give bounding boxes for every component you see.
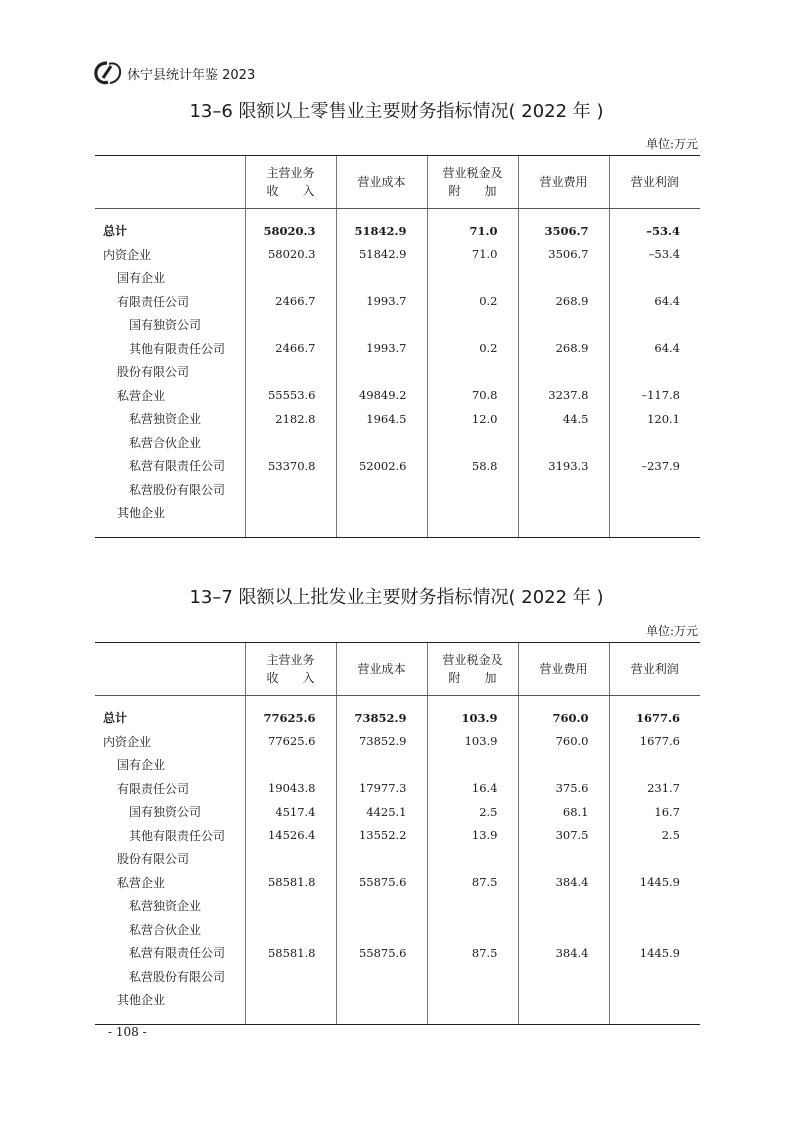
table-cell: [609, 847, 700, 871]
table-cell: 760.0: [518, 696, 609, 730]
table-cell: 1993.7: [336, 337, 427, 361]
table-cell: [518, 988, 609, 1012]
table-cell: 384.4: [518, 941, 609, 965]
table-cell: [427, 431, 518, 455]
row-label: 有限责任公司: [117, 294, 190, 309]
row-label: 国有独资公司: [129, 805, 202, 820]
table-cell: 77625.6: [245, 730, 336, 754]
spacer-cell: [95, 1012, 245, 1024]
table-row: [95, 753, 700, 777]
table-cell: [427, 847, 518, 871]
table-cell: 12.0: [427, 407, 518, 431]
row-label: 其他企业: [117, 506, 166, 521]
table-cell: 64.4: [609, 290, 700, 314]
table-cell: 4425.1: [336, 800, 427, 824]
table-cell: [427, 266, 518, 290]
table-cell: [609, 894, 700, 918]
column-header-profit: 营业利润: [609, 643, 700, 696]
table1-title: 13–6 限额以上零售业主要财务指标情况( 2022 年 ): [189, 101, 604, 122]
table-cell: 3193.3: [518, 454, 609, 478]
table-row: [95, 965, 700, 989]
yearbook-title: 休宁县统计年鉴 2023: [127, 67, 256, 83]
table-cell: 17977.3: [336, 777, 427, 801]
table-cell: [518, 847, 609, 871]
table-row: [95, 313, 700, 337]
table-cell: –117.8: [609, 384, 700, 408]
table-cell: [245, 894, 336, 918]
table-cell: 68.1: [518, 800, 609, 824]
row-label: 总计: [103, 711, 128, 726]
table-row: [95, 384, 700, 408]
row-label: 内资企业: [103, 247, 152, 262]
spacer-cell: [336, 1012, 427, 1024]
table-cell: 64.4: [609, 337, 700, 361]
row-label: 私营股份有限公司: [129, 482, 226, 497]
table-row: [95, 290, 700, 314]
table1-body: [95, 209, 700, 537]
table-cell: 58020.3: [245, 243, 336, 267]
table-cell: [245, 918, 336, 942]
table-cell: [427, 988, 518, 1012]
table-cell: 120.1: [609, 407, 700, 431]
table-cell: [336, 478, 427, 502]
table-cell: [336, 965, 427, 989]
table-cell: 44.5: [518, 407, 609, 431]
table-cell: [609, 431, 700, 455]
table-cell: [518, 918, 609, 942]
column-header-expense: 营业费用: [518, 643, 609, 696]
table-cell: 1993.7: [336, 290, 427, 314]
table-cell: [518, 894, 609, 918]
table-cell: 3237.8: [518, 384, 609, 408]
yearbook-logo-icon: [93, 60, 123, 86]
table2: [95, 642, 700, 1025]
row-label: 私营独资企业: [129, 412, 202, 427]
table-cell: 307.5: [518, 824, 609, 848]
row-label: 其他有限责任公司: [129, 341, 226, 356]
table-row: [95, 407, 700, 431]
table-bottom-spacer: [95, 1012, 700, 1024]
row-label: 私营独资企业: [129, 899, 202, 914]
table-cell: [518, 478, 609, 502]
spacer-cell: [609, 1012, 700, 1024]
table-row: [95, 431, 700, 455]
table-row: [95, 777, 700, 801]
table-cell: [609, 313, 700, 337]
table-cell: 268.9: [518, 337, 609, 361]
spacer-cell: [427, 1012, 518, 1024]
column-header-revenue: 主营业务 收 入: [245, 643, 336, 696]
table-cell: 55553.6: [245, 384, 336, 408]
table-cell: 70.8: [427, 384, 518, 408]
row-label: 国有企业: [117, 271, 166, 286]
table-cell: [518, 431, 609, 455]
table-cell: [518, 266, 609, 290]
table-row: [95, 243, 700, 267]
yearbook-header: [93, 60, 255, 86]
table-cell: 14526.4: [245, 824, 336, 848]
table-row: [95, 696, 700, 730]
table-cell: –237.9: [609, 454, 700, 478]
table-bottom-spacer: [95, 525, 700, 537]
table-cell: 3506.7: [518, 209, 609, 243]
table-cell: 73852.9: [336, 696, 427, 730]
table-cell: [427, 894, 518, 918]
table-cell: 1677.6: [609, 696, 700, 730]
table-cell: [518, 360, 609, 384]
row-label: 股份有限公司: [117, 852, 190, 867]
table-cell: [518, 313, 609, 337]
table-cell: 760.0: [518, 730, 609, 754]
table-cell: 58581.8: [245, 941, 336, 965]
table-cell: 2466.7: [245, 337, 336, 361]
row-label: 其他有限责任公司: [129, 828, 226, 843]
table-cell: [518, 501, 609, 525]
table-cell: 16.4: [427, 777, 518, 801]
table2-title: 13–7 限额以上批发业主要财务指标情况( 2022 年 ): [189, 587, 604, 608]
row-label: 私营股份有限公司: [129, 969, 226, 984]
table-cell: [609, 478, 700, 502]
table-cell: 53370.8: [245, 454, 336, 478]
table-cell: [427, 313, 518, 337]
table-cell: 1445.9: [609, 941, 700, 965]
spacer-cell: [95, 525, 245, 537]
table-row: [95, 478, 700, 502]
table-cell: 73852.9: [336, 730, 427, 754]
table-cell: [427, 753, 518, 777]
table-cell: [609, 753, 700, 777]
row-label: 股份有限公司: [117, 365, 190, 380]
table-row: [95, 266, 700, 290]
column-header-revenue: 主营业务 收 入: [245, 156, 336, 209]
table-cell: [245, 847, 336, 871]
table-row: [95, 988, 700, 1012]
table-cell: 0.2: [427, 290, 518, 314]
table-cell: 231.7: [609, 777, 700, 801]
table-cell: 51842.9: [336, 243, 427, 267]
table-cell: [245, 266, 336, 290]
table-cell: [336, 360, 427, 384]
table-cell: [609, 360, 700, 384]
table-cell: 13552.2: [336, 824, 427, 848]
row-label: 私营企业: [117, 388, 166, 403]
column-header-profit: 营业利润: [609, 156, 700, 209]
table-cell: [336, 918, 427, 942]
table-cell: [518, 753, 609, 777]
table-row: [95, 360, 700, 384]
row-label: 私营有限责任公司: [129, 459, 226, 474]
table-cell: [245, 501, 336, 525]
table-cell: [245, 478, 336, 502]
spacer-cell: [518, 1012, 609, 1024]
table-cell: [336, 988, 427, 1012]
table-cell: [336, 431, 427, 455]
table-cell: [427, 360, 518, 384]
table-cell: 51842.9: [336, 209, 427, 243]
table-cell: [427, 965, 518, 989]
table-row: [95, 730, 700, 754]
column-header-item: [95, 643, 245, 696]
column-header-expense: 营业费用: [518, 156, 609, 209]
table-row: [95, 847, 700, 871]
column-header-cost: 营业成本: [336, 643, 427, 696]
table-row: [95, 941, 700, 965]
table-cell: [245, 988, 336, 1012]
table-cell: –53.4: [609, 243, 700, 267]
table-row: [95, 918, 700, 942]
table-cell: 1964.5: [336, 407, 427, 431]
table-row: [95, 454, 700, 478]
row-label: 私营合伙企业: [129, 922, 202, 937]
row-label: 私营企业: [117, 875, 166, 890]
table-cell: 103.9: [427, 696, 518, 730]
table-cell: 0.2: [427, 337, 518, 361]
table-cell: 384.4: [518, 871, 609, 895]
table-cell: 58020.3: [245, 209, 336, 243]
table-cell: [518, 965, 609, 989]
row-label: 国有独资公司: [129, 318, 202, 333]
table-cell: 1445.9: [609, 871, 700, 895]
row-label: 私营有限责任公司: [129, 946, 226, 961]
spacer-cell: [245, 1012, 336, 1024]
table-row: [95, 209, 700, 243]
table-cell: 87.5: [427, 871, 518, 895]
table-cell: 3506.7: [518, 243, 609, 267]
row-label: 私营合伙企业: [129, 435, 202, 450]
table-cell: [427, 501, 518, 525]
table-cell: [336, 753, 427, 777]
row-label: 有限责任公司: [117, 781, 190, 796]
table-row: [95, 871, 700, 895]
table-cell: 4517.4: [245, 800, 336, 824]
table-cell: [336, 266, 427, 290]
table-row: [95, 894, 700, 918]
table-cell: 19043.8: [245, 777, 336, 801]
table-cell: [427, 478, 518, 502]
row-label: 内资企业: [103, 734, 152, 749]
table-cell: [245, 965, 336, 989]
column-header-cost: 营业成本: [336, 156, 427, 209]
table-cell: 71.0: [427, 243, 518, 267]
table2-body: [95, 696, 700, 1024]
table-cell: 2.5: [609, 824, 700, 848]
page-number: - 108 -: [108, 1025, 147, 1039]
table-row: [95, 824, 700, 848]
spacer-cell: [609, 525, 700, 537]
table-cell: 58.8: [427, 454, 518, 478]
table-cell: 1677.6: [609, 730, 700, 754]
table-cell: [336, 894, 427, 918]
table-cell: [427, 918, 518, 942]
table-row: [95, 800, 700, 824]
spacer-cell: [518, 525, 609, 537]
table-cell: 55875.6: [336, 871, 427, 895]
row-label: 其他企业: [117, 993, 166, 1008]
column-header-tax: 营业税金及 附 加: [427, 156, 518, 209]
table-cell: 2182.8: [245, 407, 336, 431]
table-cell: [336, 847, 427, 871]
row-label: 国有企业: [117, 758, 166, 773]
table-cell: [336, 501, 427, 525]
table-cell: 49849.2: [336, 384, 427, 408]
table-cell: [336, 313, 427, 337]
table-row: [95, 501, 700, 525]
table-cell: [609, 918, 700, 942]
table1-unit-label: 单位:万元: [645, 137, 698, 151]
table-cell: [245, 753, 336, 777]
table-cell: [609, 965, 700, 989]
table-cell: 71.0: [427, 209, 518, 243]
table-cell: 58581.8: [245, 871, 336, 895]
table-cell: 2.5: [427, 800, 518, 824]
table-cell: 13.9: [427, 824, 518, 848]
table-cell: [609, 266, 700, 290]
table-cell: 55875.6: [336, 941, 427, 965]
table-cell: [609, 988, 700, 1012]
spacer-cell: [427, 525, 518, 537]
table-cell: 268.9: [518, 290, 609, 314]
spacer-cell: [336, 525, 427, 537]
table-cell: 52002.6: [336, 454, 427, 478]
table-cell: 16.7: [609, 800, 700, 824]
column-header-item: [95, 156, 245, 209]
table-cell: 103.9: [427, 730, 518, 754]
table-cell: 87.5: [427, 941, 518, 965]
table-cell: [245, 431, 336, 455]
table1: [95, 155, 700, 538]
table-cell: –53.4: [609, 209, 700, 243]
spacer-cell: [245, 525, 336, 537]
table-cell: [245, 313, 336, 337]
table2-unit-label: 单位:万元: [645, 624, 698, 638]
column-header-tax: 营业税金及 附 加: [427, 643, 518, 696]
table-row: [95, 337, 700, 361]
table-cell: 375.6: [518, 777, 609, 801]
table-cell: [609, 501, 700, 525]
table-cell: 2466.7: [245, 290, 336, 314]
table-cell: [245, 360, 336, 384]
table-cell: 77625.6: [245, 696, 336, 730]
row-label: 总计: [103, 224, 128, 239]
